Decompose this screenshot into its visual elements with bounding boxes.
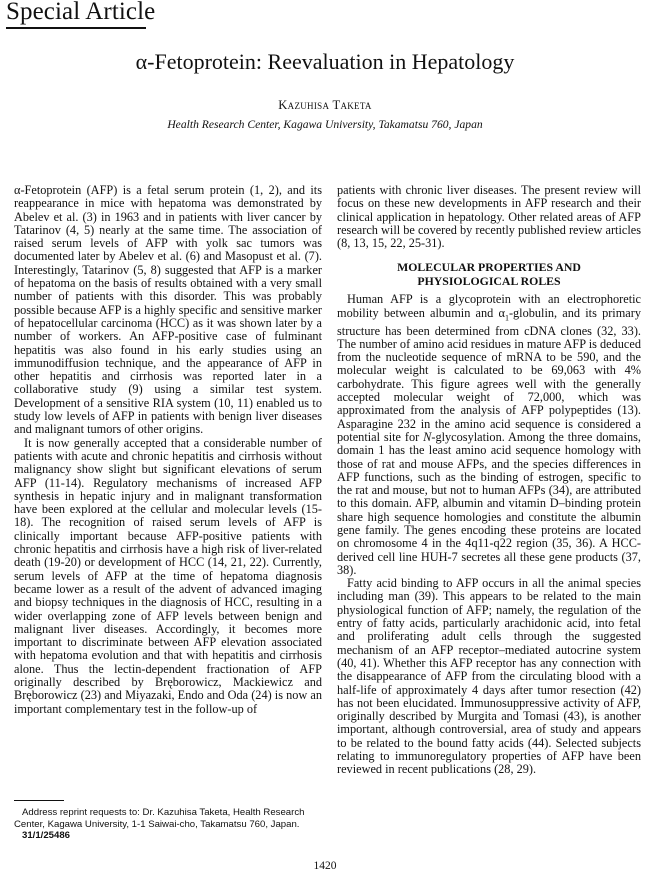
body-paragraph: Human AFP is a glycoprotein with an electrophoretic mobility between albumin and $\alpha_1$-globulin, and its primary structure has been determined from cDNA clones (32, 33). The number of amino acid residues in mature AFP is deduced from the nucleotide sequence of mRNA to be 590, and the molecular weight is calculated to be 69,063 with 4% carbohydrate. This figure agrees well with the generally accepted molecular weight of 72,000, which was approximated from the analysis of AFP polypeptides (13). Asparagine 232 in the amino acid sequence is considered a potential site for N-glycosylation. Among the three domains, domain 1 has the least amino acid sequence homology with those of rat and mouse AFPs, and the species differences in AFP functions, such as the binding of estrogen, specific to the rat and mouse, but not to human AFPs (34), are attributed to this domain. AFP, albumin and vitamin D–binding protein share high sequence homologies and constitute the albumin gene family. The genes encoding these proteins are located on chromosome 4 in the 4q11-q22 region (35, 36). A HCC-derived cell line HUH-7 secretes all these gene products (37, 38). bbox=[337, 292, 641, 577]
section-heading-line-2: PHYSIOLOGICAL ROLES bbox=[417, 273, 561, 288]
author-name: Kazuhisa Taketa bbox=[278, 98, 372, 112]
intro-paragraph: α-Fetoprotein (AFP) is a fetal serum protein (1, 2), and its reappearance in mice with hepatoma was demonstrated by Abelev et al. (3) in 1963 and in patients with liver cancer by Tatarinov (4, 5) nearly at the same time. The association of raised serum levels of AFP with yolk sac tumors was documented later by Abelev et al. (6) and Masopust et al. (7). Interestingly, Tatarinov (5, 8) suggested that AFP is a marker of hepatoma on the basis of results obtained with a very small number of patients with this disorder. This was probably possible because AFP is a highly specific and sensitive marker of hepatocellular carcinoma (HCC) as it was shown later by a number of workers. An AFP-positive case of fulminant hepatitis was also found in his early studies using an immunodiffusion technique, and the appearance of AFP in other hepatitis and cirrhosis was reported later in a collaborative study (9) using a similar test system. Development of a sensitive RIA system (10, 11) enabled us to study low levels of AFP in patients with benign liver diseases and malignant tumors of other origins. bbox=[14, 183, 322, 437]
section-heading bbox=[337, 261, 641, 288]
article-type-label: Special Article bbox=[6, 0, 156, 25]
footnote-rule bbox=[14, 800, 64, 801]
footnote-text: Address reprint requests to: Dr. Kazuhisa Taketa, Health Research Center, Kagawa University, 1-1 Saiwai-cho, Takamatsu 760, Japan. bbox=[14, 807, 305, 830]
continued-paragraph: patients with chronic liver diseases. The present review will focus on these new developments in AFP research and their clinical application in hepatology. Other related areas of AFP research will be covered by recently published review articles (8, 13, 15, 22, 25-31). bbox=[337, 183, 641, 251]
footnote-code: 31/1/25486 bbox=[22, 830, 71, 841]
article-title: α-Fetoprotein: Reevaluation in Hepatology bbox=[135, 49, 515, 74]
section-heading-line-1: MOLECULAR PROPERTIES AND bbox=[397, 260, 581, 275]
right-column bbox=[337, 184, 641, 777]
subscript: 1 bbox=[504, 313, 509, 323]
author-affiliation: Health Research Center, Kagawa University, Takamatsu 760, Japan bbox=[167, 118, 483, 131]
page-number: 1420 bbox=[313, 860, 337, 872]
header-rule bbox=[6, 27, 146, 29]
body-paragraph: Fatty acid binding to AFP occurs in all the animal species including man (39). This appears to be related to the main physiological function of AFP; namely, the regulation of the entry of fatty acids, particularly arachidonic acid, into fetal and proliferating adult cells through the suggested mechanism of an AFP receptor–mediated autocrine system (40, 41). Whether this AFP receptor has any connection with the disappearance of AFP from the circulating blood with a half-life of approximately 4 days after tumor resection (42) has not been elucidated. Immunosuppressive activity of AFP, originally described by Murgita and Tomasi (43), is another important, although controversial, area of study and appears to be related to the bound fatty acids (44). Selected subjects relating to immunoregulatory properties of AFP have been reviewed in recent publications (28, 29). bbox=[337, 576, 641, 777]
left-column bbox=[14, 184, 322, 716]
footnote bbox=[14, 807, 314, 842]
body-paragraph: It is now generally accepted that a considerable number of patients with acute and chronic hepatitis and cirrhosis without malignancy show slight but significant elevations of serum AFP (11-14). Regulatory mechanisms of increased AFP synthesis in hepatic injury and in malignant transformation have been explored at the cellular and molecular levels (15-18). The recognition of raised serum levels of AFP is clinically important because AFP-positive patients with chronic hepatitis and cirrhosis have a high risk of liver-related death (19-20) or development of HCC (14, 21, 22). Currently, serum levels of AFP at the time of hepatoma diagnosis became lower as a result of the advent of advanced imaging and biopsy techniques in the diagnosis of HCC, resulting in a wider overlapping zone of AFP levels between benign and malignant liver diseases. Accordingly, it becomes more important to discriminate between AFP elevation associated with hepatoma evolution and that with hepatitis and cirrhosis alone. Thus the lectin-dependent fractionation of AFP originally described by Bręborowicz, Mackiewicz and Bręborowicz (23) and Miyazaki, Endo and Oda (24) is now an important complementary test in the follow-up of bbox=[14, 435, 322, 716]
